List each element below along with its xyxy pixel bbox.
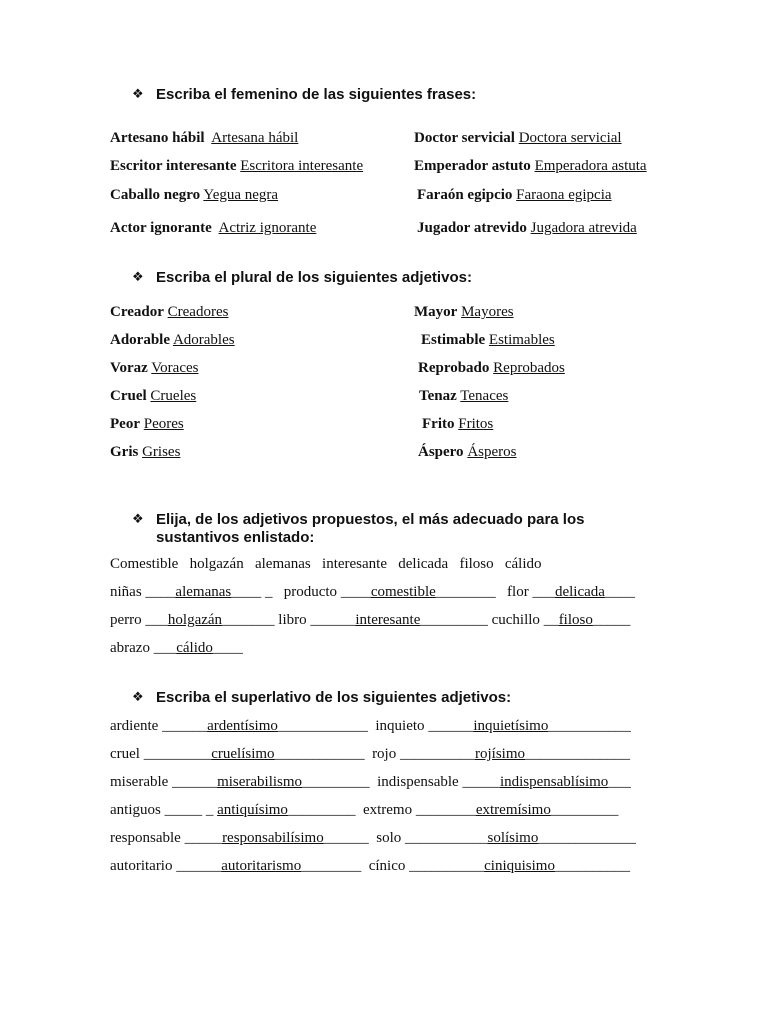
section-heading-feminine: ❖ Escriba el femenino de las siguientes frases: <box>132 86 477 103</box>
noun-label: flor <box>507 584 529 600</box>
item-term: Frito <box>422 416 455 432</box>
plural-item-right-1 <box>414 304 514 321</box>
superlative-row-1: ardiente ______ardentísimo____________ inquieto ______inquietísimo___________ <box>110 718 631 734</box>
item-term: Actor ignorante <box>110 220 212 236</box>
item-term: Emperador astuto <box>414 158 531 174</box>
diamond-bullet-icon: ❖ <box>132 270 144 285</box>
item-term: Cruel <box>110 388 147 404</box>
fill-answer: filoso <box>558 612 593 628</box>
plural-item-right-4 <box>419 388 508 405</box>
feminine-item-right-4 <box>417 220 637 237</box>
superlative-row-6: autoritario ______autoritarismo________ cínico __________ciniquisimo__________ <box>110 858 630 874</box>
item-term: Reprobado <box>418 360 490 376</box>
item-term: Jugador atrevido <box>417 220 527 236</box>
fill-answer: cruelísimo <box>211 746 275 762</box>
plural-item-left-1 <box>110 304 228 321</box>
item-term: Escritor interesante <box>110 158 237 174</box>
item-answer: Fritos <box>458 416 494 432</box>
fill-answer: cálido <box>176 640 213 656</box>
feminine-item-left-3 <box>110 187 278 204</box>
plural-item-right-3 <box>418 360 565 377</box>
item-term: Voraz <box>110 360 148 376</box>
item-answer: Adorables <box>172 332 235 348</box>
superlative-row-5: responsable _____responsabilísimo______ solo ___________solísimo_____________ <box>110 830 636 846</box>
diamond-bullet-icon: ❖ <box>132 690 144 705</box>
item-answer: Jugadora atrevida <box>530 220 637 236</box>
item-answer: Escritora interesante <box>240 158 364 174</box>
fill-answer: comestible <box>370 584 436 600</box>
noun-label: abrazo <box>110 640 150 656</box>
item-term: Caballo negro <box>110 187 201 203</box>
item-answer: Grises <box>142 444 181 460</box>
section-heading-superlative: ❖ Escriba el superlativo de los siguientes adjetivos: <box>132 689 512 706</box>
fill-answer: inquietísimo <box>473 718 549 734</box>
item-term: Peor <box>110 416 140 432</box>
fill-answer: solísimo <box>487 830 539 846</box>
item-answer: Voraces <box>151 360 199 376</box>
item-answer: Reprobados <box>493 360 565 376</box>
item-answer: Artesana hábil <box>211 130 299 146</box>
choose-row-3: abrazo ___cálido____ <box>110 640 243 656</box>
feminine-item-right-1 <box>414 130 622 147</box>
noun-label: perro <box>110 612 142 628</box>
feminine-item-left-4 <box>110 220 316 237</box>
superlative-row-3: miserable ______miserabilismo_________ indispensable _____indispensablísimo___ <box>110 774 631 790</box>
fill-answer: responsabilísimo <box>222 830 324 846</box>
fill-answer: antiquísimo <box>217 802 288 818</box>
plural-item-left-6 <box>110 444 180 461</box>
fill-answer: indispensablísimo <box>499 774 609 790</box>
choose-row-2: perro ___holgazán_______ libro ______interesante_________ cuchillo __filoso_____ <box>110 612 631 628</box>
item-answer: Mayores <box>461 304 514 320</box>
section-heading-plural: ❖ Escriba el plural de los siguientes adjetivos: <box>132 269 472 286</box>
fill-answer: ciniquisimo <box>484 858 555 874</box>
item-answer: Doctora servicial <box>518 130 622 146</box>
feminine-item-right-3 <box>417 187 612 204</box>
noun-label: cuchillo <box>491 612 540 628</box>
item-answer: Faraona egipcia <box>516 187 612 203</box>
item-answer: Estimables <box>488 332 555 348</box>
item-term: Doctor servicial <box>414 130 515 146</box>
item-answer: Yegua negra <box>203 187 279 203</box>
fill-answer: interesante <box>355 612 421 628</box>
word-bank: Comestible holgazán alemanas interesante delicada filoso cálido <box>110 556 542 572</box>
noun-label: libro <box>278 612 307 628</box>
item-term: Estimable <box>421 332 486 348</box>
noun-label: niñas <box>110 584 142 600</box>
plural-item-right-6 <box>418 444 516 461</box>
item-term: Creador <box>110 304 164 320</box>
item-term: Gris <box>110 444 139 460</box>
item-term: Áspero <box>418 444 464 460</box>
diamond-bullet-icon: ❖ <box>132 87 144 102</box>
section-heading-choose: ❖ Elija, de los adjetivos propuestos, el más adecuado para los sustantivos enlistado: <box>132 511 585 546</box>
item-term: Adorable <box>110 332 170 348</box>
item-answer: Crueles <box>150 388 197 404</box>
plural-item-left-3 <box>110 360 198 377</box>
feminine-item-left-1 <box>110 130 298 147</box>
item-term: Tenaz <box>419 388 457 404</box>
fill-answer: miserabilismo <box>217 774 303 790</box>
superlative-row-2: cruel _________cruelísimo____________ rojo __________rojísimo______________ <box>110 746 630 762</box>
fill-answer: alemanas <box>175 584 232 600</box>
superlative-row-4: antiguos _____ _ antiquísimo_________ extremo ________extremísimo_________ <box>110 802 619 818</box>
item-term: Artesano hábil <box>110 130 205 146</box>
noun-label: producto <box>283 584 338 600</box>
plural-item-right-2 <box>421 332 555 349</box>
item-term: Faraón egipcio <box>417 187 513 203</box>
feminine-item-right-2 <box>414 158 647 175</box>
item-term: Mayor <box>414 304 458 320</box>
plural-item-right-5 <box>422 416 493 433</box>
plural-item-left-5 <box>110 416 184 433</box>
plural-item-left-2 <box>110 332 235 349</box>
item-answer: Actriz ignorante <box>218 220 317 236</box>
item-answer: Tenaces <box>460 388 509 404</box>
fill-answer: ardentísimo <box>207 718 278 734</box>
choose-row-1: niñas ____alemanas____ _ producto ____comestible________ flor ___delicada____ <box>110 584 635 600</box>
fill-answer: rojísimo <box>474 746 525 762</box>
fill-answer: extremísimo <box>475 802 551 818</box>
item-answer: Creadores <box>167 304 229 320</box>
feminine-item-left-2 <box>110 158 363 175</box>
fill-answer: holgazán <box>167 612 223 628</box>
plural-item-left-4 <box>110 388 196 405</box>
fill-answer: delicada <box>554 584 605 600</box>
item-answer: Peores <box>143 416 184 432</box>
diamond-bullet-icon: ❖ <box>132 512 144 527</box>
fill-answer: autoritarismo <box>221 858 302 874</box>
item-answer: Emperadora astuta <box>534 158 647 174</box>
item-answer: Ásperos <box>467 444 517 460</box>
